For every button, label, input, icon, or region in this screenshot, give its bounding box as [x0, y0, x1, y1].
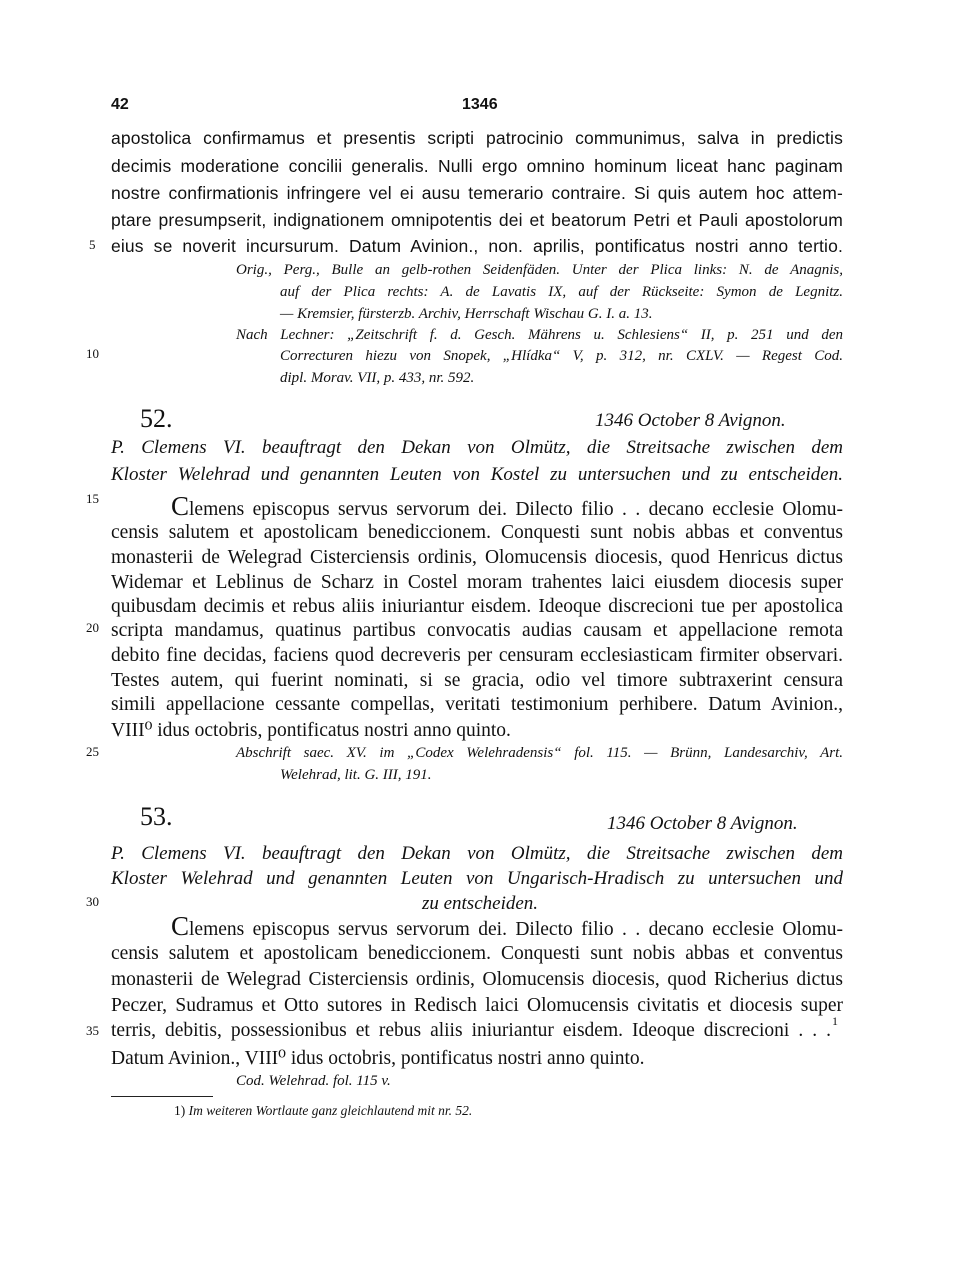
doc53-regest-line: Kloster Welehrad und genannten Leuten von Ungarisch-Hradisch zu untersuchen und	[111, 868, 843, 889]
text-line: simili appellacione cessante compellas, veritati testimonium perhibere. Datum Avinion.,	[111, 694, 843, 715]
text-line: monasterii de Welegrad Cisterciensis ordinis, Olomucensis diocesis, quod Henricus dictus	[111, 547, 843, 568]
initial-letter: C	[171, 911, 190, 941]
note-line: — Kremsier, fürsterzb. Archiv, Herrschaft Wischau G. I. a. 13.	[280, 306, 653, 322]
text-line	[171, 911, 843, 942]
doc52-regest-line: Kloster Welehrad und genannten Leuten von Kostel zu untersuchen und zu entscheiden.	[111, 464, 843, 485]
text-line: nostre confirmationis infringere vel ei ausu temerario contraire. Si quis autem hoc attem-	[111, 183, 843, 203]
doc52-date: 1346 October 8 Avignon.	[595, 410, 786, 431]
footnote-text: Im weiteren Wortlaute ganz gleichlautend mit nr. 52.	[188, 1103, 473, 1118]
text-line: Peczer, Sudramus et Otto sutores in Redisch laici Olomucensis civitatis et diocesis super	[111, 995, 843, 1016]
page-number: 42	[111, 96, 129, 113]
note-line: Correcturen hiezu von Snopek, „Hlídka“ V, p. 312, nr. CXLV. — Regest Cod.	[280, 348, 843, 364]
line-number-30: 30	[86, 894, 99, 909]
text-line: VIII⁰ idus octobris, pontificatus nostri anno quinto.	[111, 720, 511, 741]
text-line: debito fine decidas, faciens quod decreveris per censuram ecclesiasticam firmiter observari.	[111, 645, 843, 666]
text-line-rest: lemens episcopus servus servorum dei. Dilecto filio . . decano ecclesie Olomu-	[189, 919, 843, 940]
doc52-number: 52.	[140, 404, 173, 433]
text-line-rest: lemens episcopus servus servorum dei. Dilecto filio . . decano ecclesie Olomu-	[189, 499, 843, 520]
doc53-date: 1346 October 8 Avignon.	[607, 813, 798, 834]
text-line: Datum Avinion., VIII⁰ idus octobris, pontificatus nostri anno quinto.	[111, 1048, 645, 1069]
text-line: monasterii de Welegrad Cisterciensis ordinis, Olomucensis diocesis, quod Richerius dictus	[111, 969, 843, 990]
note-line: auf der Plica rechts: A. de Lavatis IX, auf der Rückseite: Symon de Legnitz.	[280, 284, 843, 300]
footnote-marker: 1	[832, 1014, 838, 1028]
line-number-10: 10	[86, 346, 99, 361]
doc53-regest-line: P. Clemens VI. beauftragt den Dekan von Olmütz, die Streitsache zwischen dem	[111, 843, 843, 864]
text-line: censis salutem et apostolicam benediccionem. Conquesti sunt nobis abbas et conventus	[111, 943, 843, 964]
text-line-rest: terris, debitis, possessionibus et rebus aliis iniuriantur eisdem. Ideoque discrecioni . . .	[111, 1020, 831, 1041]
line-number-25: 25	[86, 744, 99, 759]
footnote-mark: 1)	[174, 1103, 186, 1118]
doc53-number: 53.	[140, 802, 173, 831]
text-line	[111, 1020, 831, 1042]
footnote-rule	[111, 1096, 213, 1097]
footnote	[174, 1103, 472, 1119]
text-line: scripta mandamus, quatinus partibus convocatis audias causam et appellacione remota	[111, 620, 843, 641]
note-line: Nach Lechner: „Zeitschrift f. d. Gesch. Mährens u. Schlesiens“ II, p. 251 und den	[236, 327, 843, 343]
doc53-note: Cod. Welehrad. fol. 115 v.	[236, 1073, 391, 1089]
running-head-year: 1346	[462, 96, 498, 113]
initial-letter: C	[171, 491, 190, 521]
note-line: Abschrift saec. XV. im „Codex Welehradensis“ fol. 115. — Brünn, Landesarchiv, Art.	[236, 745, 843, 761]
line-number-35: 35	[86, 1023, 99, 1038]
note-line: Welehrad, lit. G. III, 191.	[280, 767, 432, 783]
text-line	[171, 491, 843, 522]
text-line: ptare presumpserit, indignationem omnipotentis dei et beatorum Petri et Pauli apostolorum	[111, 210, 843, 230]
text-line: censis salutem et apostolicam benediccionem. Conquesti sunt nobis abbas et conventus	[111, 522, 843, 543]
text-line: Widemar et Leblinus de Scharz in Costel moram trahentes laici eiusdem diocesis super	[111, 572, 843, 593]
text-line: decimis moderatione concilii generalis. Nulli ergo omnino hominum liceat hanc paginam	[111, 156, 843, 176]
doc52-regest-line: P. Clemens VI. beauftragt den Dekan von Olmütz, die Streitsache zwischen dem	[111, 437, 843, 458]
line-number-15: 15	[86, 491, 99, 506]
text-line: Testes autem, qui fuerint nominati, si se gracia, odio vel timore subtraxerint censura	[111, 670, 843, 691]
text-line: quibusdam decimis et rebus aliis iniuriantur eisdem. Ideoque discrecioni tue per apostolica	[111, 596, 843, 617]
line-number-20: 20	[86, 620, 99, 635]
doc53-regest-line: zu entscheiden.	[421, 893, 539, 914]
text-line: apostolica confirmamus et presentis scripti patrocinio communimus, salva in predictis	[111, 128, 843, 148]
line-number-5: 5	[89, 237, 96, 252]
note-line: dipl. Morav. VII, p. 433, nr. 592.	[280, 370, 475, 386]
note-line: Orig., Perg., Bulle an gelb-rothen Seidenfäden. Unter der Plica links: N. de Anagnis,	[236, 262, 843, 278]
text-line: eius se noverit incursurum. Datum Avinion., non. aprilis, pontificatus nostri anno tertio.	[111, 236, 843, 256]
